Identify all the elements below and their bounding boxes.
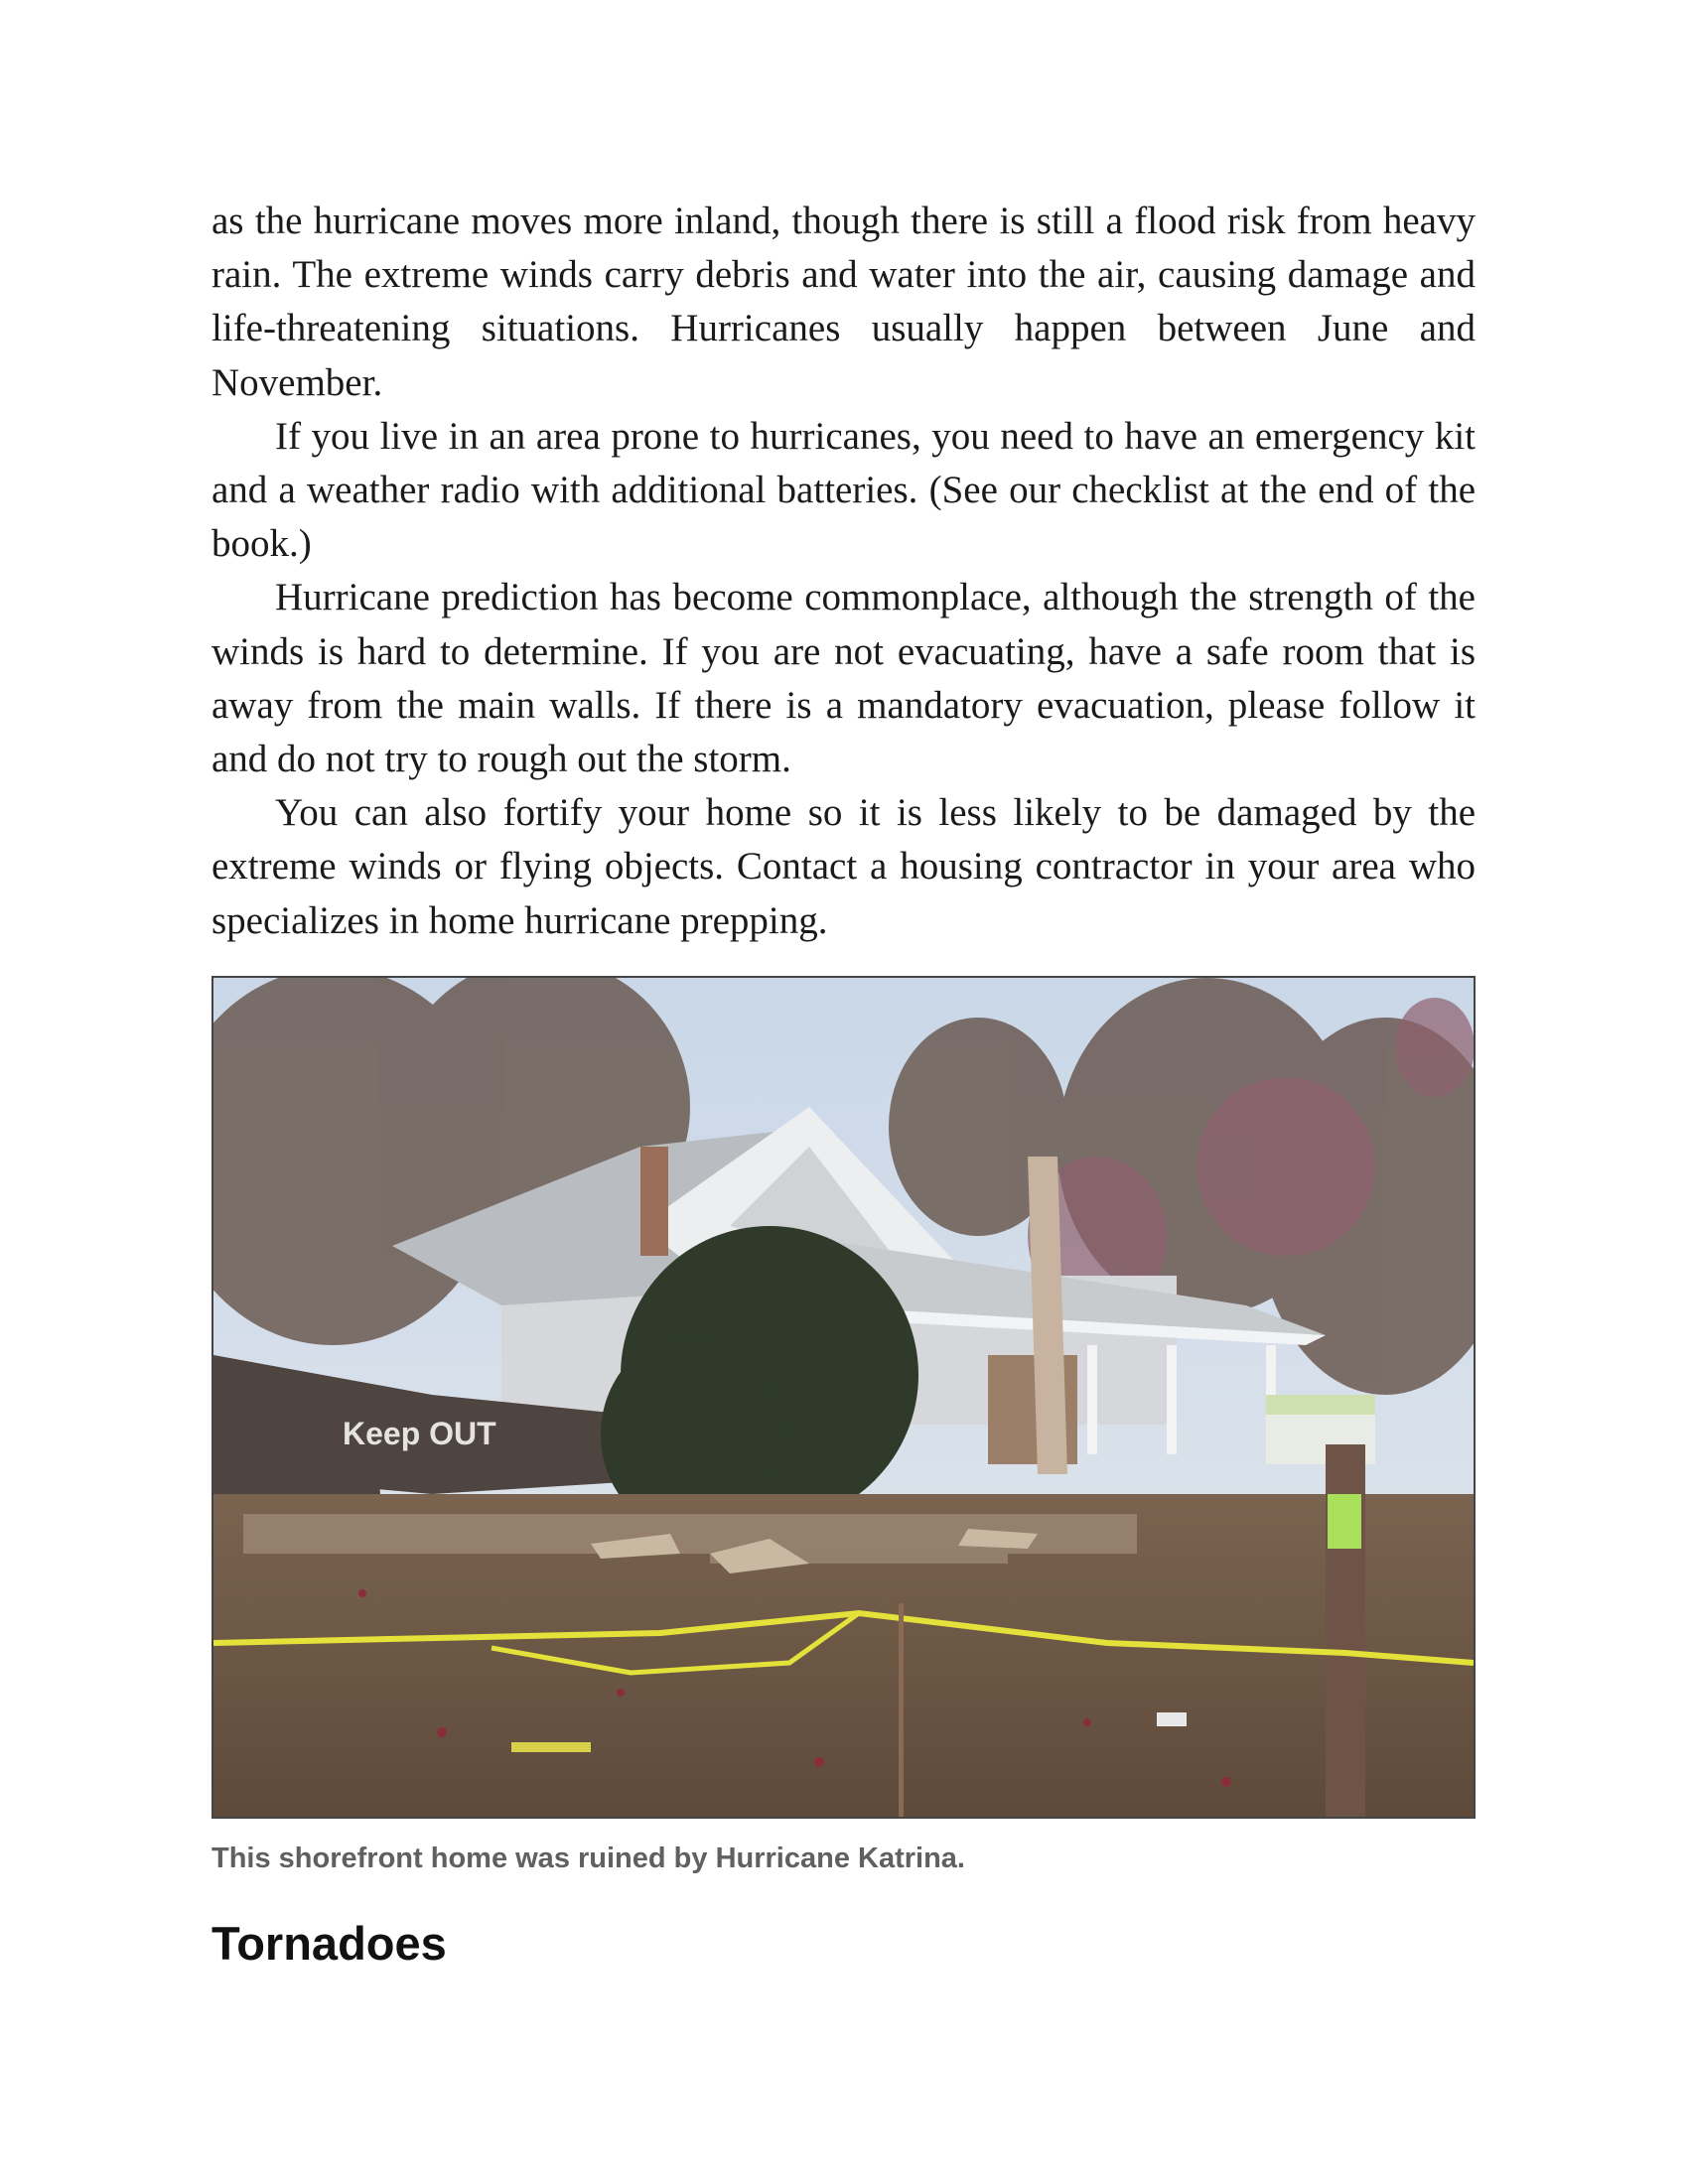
paragraph-prediction: Hurricane prediction has become commonplace, although the strength of the winds is hard to determine. If you are not evacuating, have a safe room that is away from the main walls. If there is a mandatory evacuation, please follow it and do not try to rough out the storm. bbox=[211, 576, 1476, 781]
photo-caption: This shorefront home was ruined by Hurricane Katrina. bbox=[211, 1843, 965, 1874]
graffiti-text: Keep OUT bbox=[343, 1416, 496, 1451]
body-text bbox=[211, 195, 1476, 948]
paragraph-fortify: You can also fortify your home so it is less likely to be damaged by the extreme winds or flying objects. Contact a housing contractor in your area who specializes in home hurricane prepping. bbox=[211, 791, 1476, 942]
paragraph-emergency-kit: If you live in an area prone to hurricanes, you need to have an emergency kit and a weather radio with additional batteries. (See our checklist at the end of the book.) bbox=[211, 414, 1476, 566]
section-heading: Tornadoes bbox=[211, 1917, 447, 1970]
hurricane-damage-photo bbox=[211, 976, 1476, 1819]
paragraph-continuation: as the hurricane moves more inland, though there is still a flood risk from heavy rain. The extreme winds carry debris and water into the air, causing damage and life-threatening situations. Hurricanes usually happen between June and November. bbox=[211, 200, 1476, 404]
